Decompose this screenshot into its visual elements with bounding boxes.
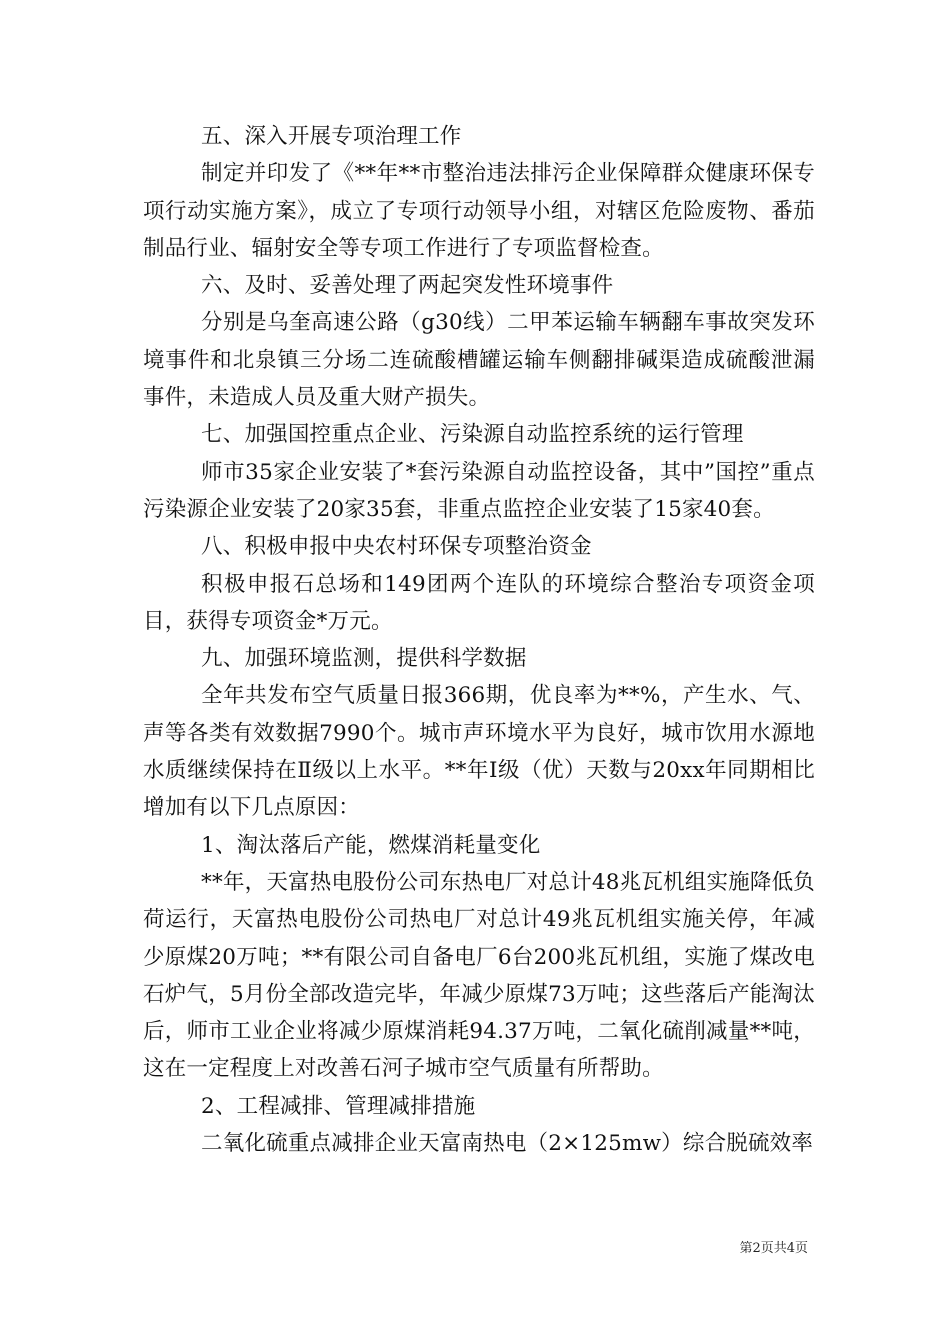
page-number-footer: 第2页共4页 [739, 1241, 808, 1256]
section-heading-8: 八、积极申报中央农村环保专项整治资金 [201, 534, 592, 560]
subsection-heading-1: 1、淘汰落后产能，燃煤消耗量变化 [201, 832, 541, 858]
document-body [143, 118, 815, 1162]
section-heading-6: 六、及时、妥善处理了两起突发性环境事件 [201, 273, 614, 299]
paragraph-7: 师市35家企业安装了*套污染源自动监控设备，其中”国控”重点污染源企业安装了20家35套，非重点监控企业安装了15家40套。 [143, 459, 815, 522]
paragraph-sub-2: 二氧化硫重点减排企业天富南热电（2×125mw）综合脱硫效率 [201, 1131, 814, 1157]
section-heading-9: 九、加强环境监测，提供科学数据 [201, 646, 527, 672]
section-heading-5: 五、深入开展专项治理工作 [201, 124, 462, 149]
subsection-heading-2: 2、工程减排、管理减排措施 [201, 1093, 476, 1119]
paragraph-6: 分别是乌奎高速公路（g30线）二甲苯运输车辆翻车事故突发环境事件和北泉镇三分场二连硫酸槽罐运输车侧翻排碱渠造成硫酸泄漏事件，未造成人员及重大财产损失。 [143, 310, 815, 411]
paragraph-9: 全年共发布空气质量日报366期，优良率为**%，产生水、气、声等各类有效数据7990个。城市声环境水平为良好，城市饮用水源地水质继续保持在Ⅱ级以上水平。**年Ⅰ级（优）天数与20xx年同期相比增加有以下几点原因： [143, 683, 815, 821]
section-heading-7: 七、加强国控重点企业、污染源自动监控系统的运行管理 [201, 422, 744, 448]
paragraph-8: 积极申报石总场和149团两个连队的环境综合整治专项资金项目，获得专项资金*万元。 [143, 571, 815, 634]
paragraph-sub-1: **年，天富热电股份公司东热电厂对总计48兆瓦机组实施降低负荷运行，天富热电股份公司热电厂对总计49兆瓦机组实施关停，年减少原煤20万吨；**有限公司自备电厂6台200兆瓦机组，实施了煤改电石炉气，5月份全部改造完毕，年减少原煤73万吨；这些落后产能淘汰后，师市工业企业将减少原煤消耗94.37万吨，二氧化硫削减量**吨，这在一定程度上对改善石河子城市空气质量有所帮助。 [143, 869, 815, 1082]
paragraph-5: 制定并印发了《**年**市整治违法排污企业保障群众健康环保专项行动实施方案》，成立了专项行动领导小组，对辖区危险废物、番茄制品行业、辐射安全等专项工作进行了专项监督检查。 [143, 161, 815, 261]
